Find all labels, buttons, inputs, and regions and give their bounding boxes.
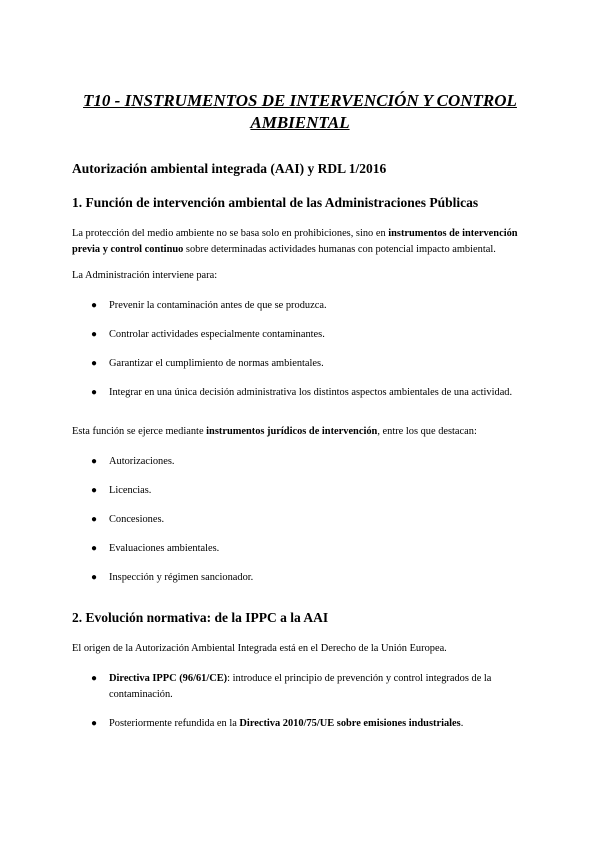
list-item xyxy=(72,298,528,314)
list-item xyxy=(72,356,528,372)
list-item-text: Licencias. xyxy=(109,485,152,496)
bullet-list-2 xyxy=(72,454,528,586)
text-run: : introduce el principio de prevención y control integrados de la contaminación. xyxy=(109,673,492,700)
list-item-text: Prevenir la contaminación antes de que se produzca. xyxy=(109,300,327,311)
list-item-text: Inspección y régimen sancionador. xyxy=(109,572,254,583)
bullet-icon: ● xyxy=(91,329,98,340)
bullet-icon: ● xyxy=(91,485,98,496)
text-run: Posteriormente refundida en la xyxy=(109,718,240,729)
document-subtitle: Autorización ambiental integrada (AAI) y RDL 1/2016 xyxy=(72,161,387,176)
bullet-icon: ● xyxy=(91,358,98,369)
bullet-icon: ● xyxy=(91,514,98,525)
section-1-paragraph-2: La Administración interviene para: xyxy=(72,270,218,281)
section-1-heading: 1. Función de intervención ambiental de las Administraciones Públicas xyxy=(72,195,479,210)
list-item xyxy=(72,385,528,401)
page-title: T10 - INSTRUMENTOS DE INTERVENCIÓN Y CONTROL AMBIENTAL xyxy=(83,91,517,132)
bold-text-run: Directiva IPPC (96/61/CE) xyxy=(109,673,228,684)
bullet-icon: ● xyxy=(91,387,98,398)
bold-text-run: instrumentos de intervención previa y control continuo xyxy=(72,228,518,255)
section-1-paragraph-3 xyxy=(72,424,528,440)
text-run: sobre determinadas actividades humanas con potencial impacto ambiental. xyxy=(183,244,496,255)
list-item-text: Integrar en una única decisión administrativa los distintos aspectos ambientales de una actividad. xyxy=(109,387,513,398)
section-1-paragraph-1 xyxy=(72,226,528,258)
bold-text-run: instrumentos jurídicos de intervención xyxy=(206,426,378,437)
list-item xyxy=(72,570,528,586)
list-item xyxy=(72,327,528,343)
list-item-text: Concesiones. xyxy=(109,514,165,525)
list-item xyxy=(72,716,528,732)
text-run: La protección del medio ambiente no se basa solo en prohibiciones, sino en xyxy=(72,228,389,239)
bullet-icon: ● xyxy=(91,543,98,554)
list-item-text: Garantizar el cumplimiento de normas ambientales. xyxy=(109,358,324,369)
bullet-list-3 xyxy=(72,671,528,732)
bullet-icon: ● xyxy=(91,673,98,684)
bullet-list-1 xyxy=(72,298,528,401)
list-item xyxy=(72,671,528,703)
list-item xyxy=(72,541,528,557)
list-item-text: Autorizaciones. xyxy=(109,456,175,467)
list-item xyxy=(72,454,528,470)
section-2-heading: 2. Evolución normativa: de la IPPC a la AAI xyxy=(72,610,329,625)
list-item-text: Controlar actividades especialmente contaminantes. xyxy=(109,329,325,340)
list-item-text: Evaluaciones ambientales. xyxy=(109,543,220,554)
list-item xyxy=(72,512,528,528)
text-run: . xyxy=(460,718,464,729)
bullet-icon: ● xyxy=(91,456,98,467)
bullet-icon: ● xyxy=(91,300,98,311)
list-item xyxy=(72,483,528,499)
bullet-icon: ● xyxy=(91,718,98,729)
text-run: Esta función se ejerce mediante xyxy=(72,426,207,437)
bold-text-run: Directiva 2010/75/UE sobre emisiones industriales xyxy=(239,718,461,729)
document-page xyxy=(72,90,528,745)
bullet-icon: ● xyxy=(91,572,98,583)
section-2-paragraph-1: El origen de la Autorización Ambiental Integrada está en el Derecho de la Unión Europea. xyxy=(72,643,447,654)
text-run: , entre los que destacan: xyxy=(377,426,477,437)
